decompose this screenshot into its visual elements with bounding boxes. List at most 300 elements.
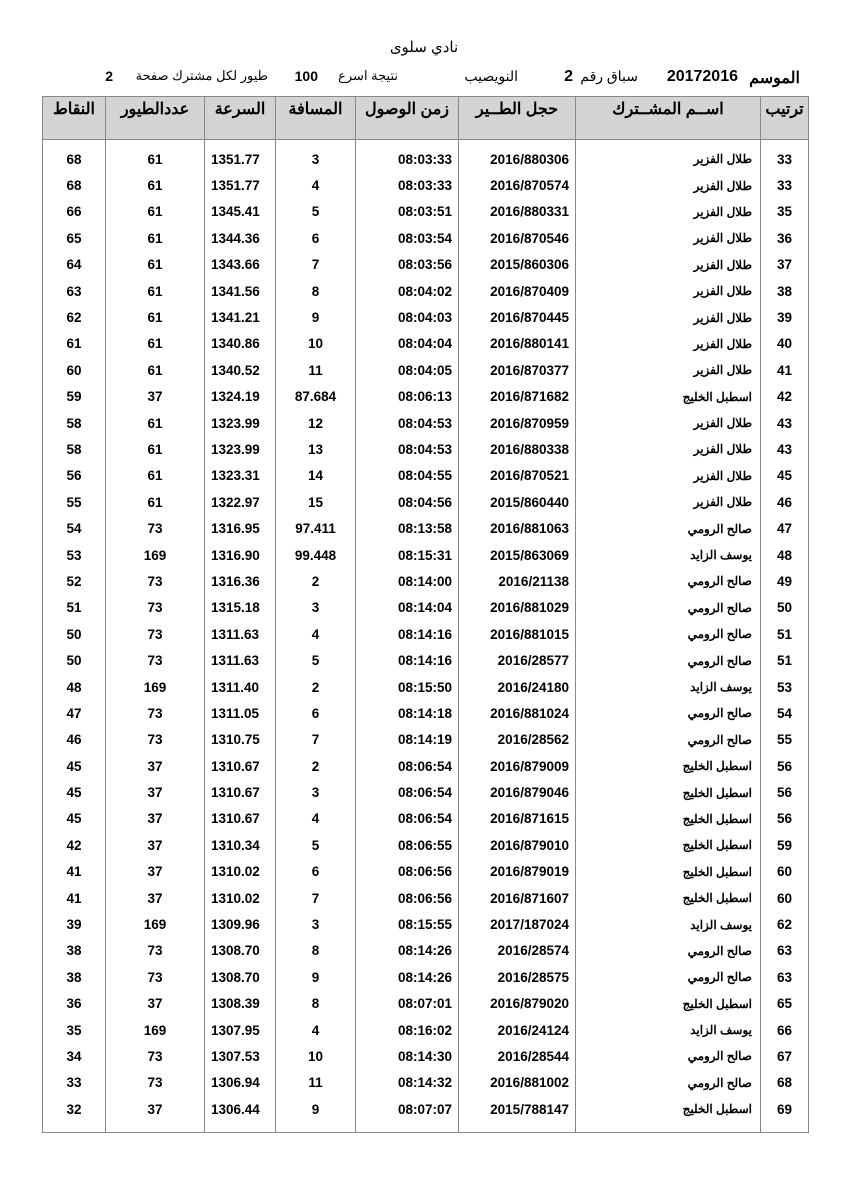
points-cell: 65 [43,225,106,251]
ring-cell: 2016/881015 [459,621,576,647]
birds-cell: 73 [106,727,205,753]
points-cell: 55 [43,489,106,515]
distance-cell: 6 [276,225,356,251]
table-row [43,647,809,673]
arrival-time-cell: 08:14:04 [356,595,459,621]
speed-cell: 1306.94 [205,1070,276,1096]
ring-cell: 2016/28574 [459,938,576,964]
arrival-time-cell: 08:04:03 [356,304,459,330]
rank-cell: 62 [761,911,809,937]
speed-cell: 1311.05 [205,700,276,726]
table-row [43,779,809,805]
arrival-time-cell: 08:14:26 [356,938,459,964]
col-ring-header: حجل الطــير [459,97,576,140]
participant-cell: صالح الرومي [576,568,761,594]
table-row [43,964,809,990]
participant-cell: صالح الرومي [576,1070,761,1096]
distance-cell: 3 [276,911,356,937]
participant-cell: طلال الفزير [576,410,761,436]
rank-cell: 43 [761,436,809,462]
participant-cell: اسطبل الخليج [576,885,761,911]
speed-cell: 1316.36 [205,568,276,594]
participant-cell: صالح الرومي [576,1043,761,1069]
birds-cell: 169 [106,542,205,568]
page-value: 2 [105,68,113,84]
participant-cell: يوسف الزايد [576,542,761,568]
points-cell: 45 [43,779,106,805]
rank-cell: 35 [761,199,809,225]
distance-cell: 9 [276,1096,356,1122]
distance-cell: 4 [276,172,356,198]
rank-cell: 33 [761,172,809,198]
participant-cell: يوسف الزايد [576,911,761,937]
ring-cell: 2016/879019 [459,859,576,885]
table-row [43,832,809,858]
arrival-time-cell: 08:15:55 [356,911,459,937]
season-label: الموسم [749,70,800,87]
speed-cell: 1307.53 [205,1043,276,1069]
rank-cell: 60 [761,859,809,885]
participant-cell: اسطبل الخليج [576,832,761,858]
distance-cell: 9 [276,964,356,990]
ring-cell: 2016/28562 [459,727,576,753]
rank-cell: 56 [761,779,809,805]
ring-cell: 2016/870959 [459,410,576,436]
participant-cell: اسطبل الخليج [576,1096,761,1122]
ring-cell: 2016/28575 [459,964,576,990]
speed-cell: 1310.34 [205,832,276,858]
ring-cell: 2016/870574 [459,172,576,198]
table-row [43,727,809,753]
ring-cell: 2016/21138 [459,568,576,594]
arrival-time-cell: 08:06:54 [356,779,459,805]
birds-cell: 73 [106,1070,205,1096]
rank-cell: 41 [761,357,809,383]
per-page-desc: طيور لكل مشترك صفحة [135,68,268,83]
arrival-time-cell: 08:03:33 [356,146,459,172]
ring-cell: 2016/880141 [459,331,576,357]
points-cell: 41 [43,885,106,911]
ring-cell: 2016/870409 [459,278,576,304]
ring-cell: 2016/881029 [459,595,576,621]
table-row [43,542,809,568]
arrival-time-cell: 08:15:50 [356,674,459,700]
rank-cell: 66 [761,1017,809,1043]
speed-cell: 1311.40 [205,674,276,700]
ring-cell: 2016/871682 [459,384,576,410]
rank-cell: 45 [761,463,809,489]
speed-cell: 1316.90 [205,542,276,568]
arrival-time-cell: 08:03:56 [356,252,459,278]
table-row [43,357,809,383]
results-table [42,96,809,1133]
rank-cell: 40 [761,331,809,357]
birds-cell: 73 [106,964,205,990]
col-birds-header: عددالطيور [106,97,205,140]
points-cell: 56 [43,463,106,489]
arrival-time-cell: 08:06:56 [356,885,459,911]
ring-cell: 2016/870521 [459,463,576,489]
table-row [43,806,809,832]
ring-cell: 2015/860306 [459,252,576,278]
race-label: سباق رقم [580,68,638,84]
speed-cell: 1340.52 [205,357,276,383]
distance-cell: 2 [276,753,356,779]
speed-cell: 1310.67 [205,779,276,805]
arrival-time-cell: 08:03:51 [356,199,459,225]
participant-cell: اسطبل الخليج [576,859,761,885]
table-row [43,225,809,251]
table-row [43,172,809,198]
participant-cell: اسطبل الخليج [576,806,761,832]
speed-cell: 1324.19 [205,384,276,410]
arrival-time-cell: 08:13:58 [356,515,459,541]
points-cell: 68 [43,146,106,172]
arrival-time-cell: 08:06:13 [356,384,459,410]
ring-cell: 2015/860440 [459,489,576,515]
ring-cell: 2016/879009 [459,753,576,779]
speed-cell: 1322.97 [205,489,276,515]
arrival-time-cell: 08:15:31 [356,542,459,568]
ring-cell: 2016/28544 [459,1043,576,1069]
birds-cell: 61 [106,331,205,357]
birds-cell: 73 [106,515,205,541]
rank-cell: 48 [761,542,809,568]
participant-cell: طلال الفزير [576,225,761,251]
distance-cell: 3 [276,146,356,172]
points-cell: 39 [43,911,106,937]
points-cell: 68 [43,172,106,198]
season-value: 20172016 [666,68,738,85]
speed-cell: 1310.75 [205,727,276,753]
table-row [43,595,809,621]
speed-cell: 1345.41 [205,199,276,225]
table-row [43,331,809,357]
ring-cell: 2016/881063 [459,515,576,541]
points-cell: 61 [43,331,106,357]
birds-cell: 61 [106,225,205,251]
points-cell: 36 [43,991,106,1017]
participant-cell: صالح الرومي [576,964,761,990]
rank-cell: 56 [761,753,809,779]
birds-cell: 37 [106,753,205,779]
ring-cell: 2016/871607 [459,885,576,911]
rank-cell: 36 [761,225,809,251]
arrival-time-cell: 08:04:04 [356,331,459,357]
birds-cell: 61 [106,410,205,436]
participant-cell: اسطبل الخليج [576,384,761,410]
birds-cell: 73 [106,1043,205,1069]
ring-cell: 2016/24180 [459,674,576,700]
table-row [43,278,809,304]
speed-cell: 1351.77 [205,146,276,172]
points-cell: 38 [43,964,106,990]
participant-cell: صالح الرومي [576,621,761,647]
distance-cell: 3 [276,595,356,621]
points-cell: 45 [43,806,106,832]
rank-cell: 69 [761,1096,809,1122]
ring-cell: 2016/879046 [459,779,576,805]
table-row [43,515,809,541]
birds-cell: 73 [106,621,205,647]
distance-cell: 7 [276,727,356,753]
arrival-time-cell: 08:03:54 [356,225,459,251]
points-cell: 52 [43,568,106,594]
rank-cell: 54 [761,700,809,726]
distance-cell: 8 [276,278,356,304]
birds-cell: 37 [106,779,205,805]
table-row [43,700,809,726]
rank-cell: 68 [761,1070,809,1096]
table-row [43,384,809,410]
birds-cell: 169 [106,1017,205,1043]
distance-cell: 5 [276,199,356,225]
table-row [43,753,809,779]
rank-cell: 51 [761,647,809,673]
participant-cell: يوسف الزايد [576,674,761,700]
rank-cell: 50 [761,595,809,621]
distance-cell: 9 [276,304,356,330]
birds-cell: 61 [106,436,205,462]
participant-cell: طلال الفزير [576,331,761,357]
participant-cell: طلال الفزير [576,146,761,172]
points-cell: 63 [43,278,106,304]
participant-cell: يوسف الزايد [576,1017,761,1043]
distance-cell: 87.684 [276,384,356,410]
table-row [43,146,809,172]
birds-cell: 73 [106,938,205,964]
birds-cell: 37 [106,885,205,911]
distance-cell: 6 [276,700,356,726]
participant-cell: صالح الرومي [576,515,761,541]
birds-cell: 73 [106,700,205,726]
arrival-time-cell: 08:14:18 [356,700,459,726]
table-row [43,304,809,330]
arrival-time-cell: 08:04:53 [356,436,459,462]
ring-cell: 2016/881024 [459,700,576,726]
birds-cell: 61 [106,489,205,515]
arrival-time-cell: 08:07:07 [356,1096,459,1122]
arrival-time-cell: 08:07:01 [356,991,459,1017]
arrival-time-cell: 08:03:33 [356,172,459,198]
participant-cell: صالح الرومي [576,938,761,964]
distance-cell: 12 [276,410,356,436]
ring-cell: 2016/880306 [459,146,576,172]
count-value: 100 [294,68,318,84]
distance-cell: 7 [276,885,356,911]
col-distance-header: المسافة [276,97,356,140]
points-cell: 59 [43,384,106,410]
distance-cell: 2 [276,674,356,700]
participant-cell: صالح الرومي [576,727,761,753]
speed-cell: 1308.70 [205,964,276,990]
birds-cell: 169 [106,674,205,700]
table-row [43,991,809,1017]
rank-cell: 43 [761,410,809,436]
birds-cell: 61 [106,199,205,225]
arrival-time-cell: 08:14:19 [356,727,459,753]
points-cell: 60 [43,357,106,383]
participant-cell: طلال الفزير [576,463,761,489]
race-value: 2 [564,68,573,85]
ring-cell: 2016/871615 [459,806,576,832]
table-row [43,938,809,964]
points-cell: 33 [43,1070,106,1096]
table-row [43,1070,809,1096]
arrival-time-cell: 08:16:02 [356,1017,459,1043]
table-row [43,911,809,937]
ring-cell: 2016/879020 [459,991,576,1017]
rank-cell: 42 [761,384,809,410]
arrival-time-cell: 08:14:30 [356,1043,459,1069]
distance-cell: 4 [276,806,356,832]
arrival-time-cell: 08:04:53 [356,410,459,436]
participant-cell: طلال الفزير [576,436,761,462]
table-row [43,568,809,594]
distance-cell: 2 [276,568,356,594]
birds-cell: 37 [106,991,205,1017]
arrival-time-cell: 08:04:05 [356,357,459,383]
birds-cell: 61 [106,357,205,383]
table-row [43,859,809,885]
ring-cell: 2016/28577 [459,647,576,673]
ring-cell: 2016/24124 [459,1017,576,1043]
table-row [43,1043,809,1069]
distance-cell: 11 [276,1070,356,1096]
rank-cell: 46 [761,489,809,515]
speed-cell: 1315.18 [205,595,276,621]
speed-cell: 1310.02 [205,859,276,885]
points-cell: 45 [43,753,106,779]
birds-cell: 61 [106,252,205,278]
speed-cell: 1306.44 [205,1096,276,1122]
participant-cell: اسطبل الخليج [576,779,761,805]
distance-cell: 99.448 [276,542,356,568]
rank-cell: 49 [761,568,809,594]
table-row [43,252,809,278]
birds-cell: 61 [106,172,205,198]
participant-cell: طلال الفزير [576,172,761,198]
rank-cell: 37 [761,252,809,278]
birds-cell: 169 [106,911,205,937]
arrival-time-cell: 08:06:54 [356,753,459,779]
points-cell: 64 [43,252,106,278]
result-label: نتيجة اسرع [338,68,398,83]
speed-cell: 1341.21 [205,304,276,330]
distance-cell: 8 [276,938,356,964]
arrival-time-cell: 08:06:54 [356,806,459,832]
participant-cell: اسطبل الخليج [576,753,761,779]
ring-cell: 2017/187024 [459,911,576,937]
col-points-header: النقاط [43,97,106,140]
birds-cell: 73 [106,595,205,621]
participant-cell: طلال الفزير [576,199,761,225]
speed-cell: 1308.39 [205,991,276,1017]
club-title: نادي سلوى [389,39,459,56]
arrival-time-cell: 08:06:55 [356,832,459,858]
speed-cell: 1308.70 [205,938,276,964]
birds-cell: 37 [106,832,205,858]
distance-cell: 15 [276,489,356,515]
points-cell: 51 [43,595,106,621]
points-cell: 38 [43,938,106,964]
points-cell: 34 [43,1043,106,1069]
table-row [43,621,809,647]
distance-cell: 11 [276,357,356,383]
speed-cell: 1323.99 [205,410,276,436]
birds-cell: 73 [106,568,205,594]
rank-cell: 59 [761,832,809,858]
rank-cell: 39 [761,304,809,330]
participant-cell: طلال الفزير [576,357,761,383]
participant-cell: طلال الفزير [576,278,761,304]
birds-cell: 37 [106,1096,205,1122]
race-info-bar [44,68,808,90]
rank-cell: 60 [761,885,809,911]
rank-cell: 47 [761,515,809,541]
participant-cell: صالح الرومي [576,700,761,726]
speed-cell: 1311.63 [205,621,276,647]
table-row [43,489,809,515]
table-row [43,410,809,436]
participant-cell: صالح الرومي [576,647,761,673]
ring-cell: 2015/788147 [459,1096,576,1122]
speed-cell: 1307.95 [205,1017,276,1043]
table-row [43,463,809,489]
distance-cell: 5 [276,832,356,858]
points-cell: 46 [43,727,106,753]
points-cell: 66 [43,199,106,225]
points-cell: 35 [43,1017,106,1043]
arrival-time-cell: 08:14:32 [356,1070,459,1096]
participant-cell: طلال الفزير [576,489,761,515]
speed-cell: 1343.66 [205,252,276,278]
distance-cell: 5 [276,647,356,673]
arrival-time-cell: 08:14:16 [356,647,459,673]
arrival-time-cell: 08:14:26 [356,964,459,990]
ring-cell: 2016/870546 [459,225,576,251]
birds-cell: 37 [106,384,205,410]
birds-cell: 61 [106,146,205,172]
distance-cell: 6 [276,859,356,885]
distance-cell: 14 [276,463,356,489]
speed-cell: 1310.67 [205,806,276,832]
participant-cell: طلال الفزير [576,304,761,330]
participant-cell: طلال الفزير [576,252,761,278]
distance-cell: 4 [276,621,356,647]
rank-cell: 63 [761,938,809,964]
rank-cell: 63 [761,964,809,990]
speed-cell: 1341.56 [205,278,276,304]
table-row [43,674,809,700]
speed-cell: 1309.96 [205,911,276,937]
ring-cell: 2016/870377 [459,357,576,383]
points-cell: 54 [43,515,106,541]
speed-cell: 1316.95 [205,515,276,541]
distance-cell: 13 [276,436,356,462]
birds-cell: 61 [106,278,205,304]
ring-cell: 2016/881002 [459,1070,576,1096]
points-cell: 58 [43,436,106,462]
participant-cell: صالح الرومي [576,595,761,621]
col-speed-header: السرعة [205,97,276,140]
distance-cell: 8 [276,991,356,1017]
birds-cell: 37 [106,859,205,885]
arrival-time-cell: 08:06:56 [356,859,459,885]
speed-cell: 1310.67 [205,753,276,779]
points-cell: 41 [43,859,106,885]
speed-cell: 1310.02 [205,885,276,911]
